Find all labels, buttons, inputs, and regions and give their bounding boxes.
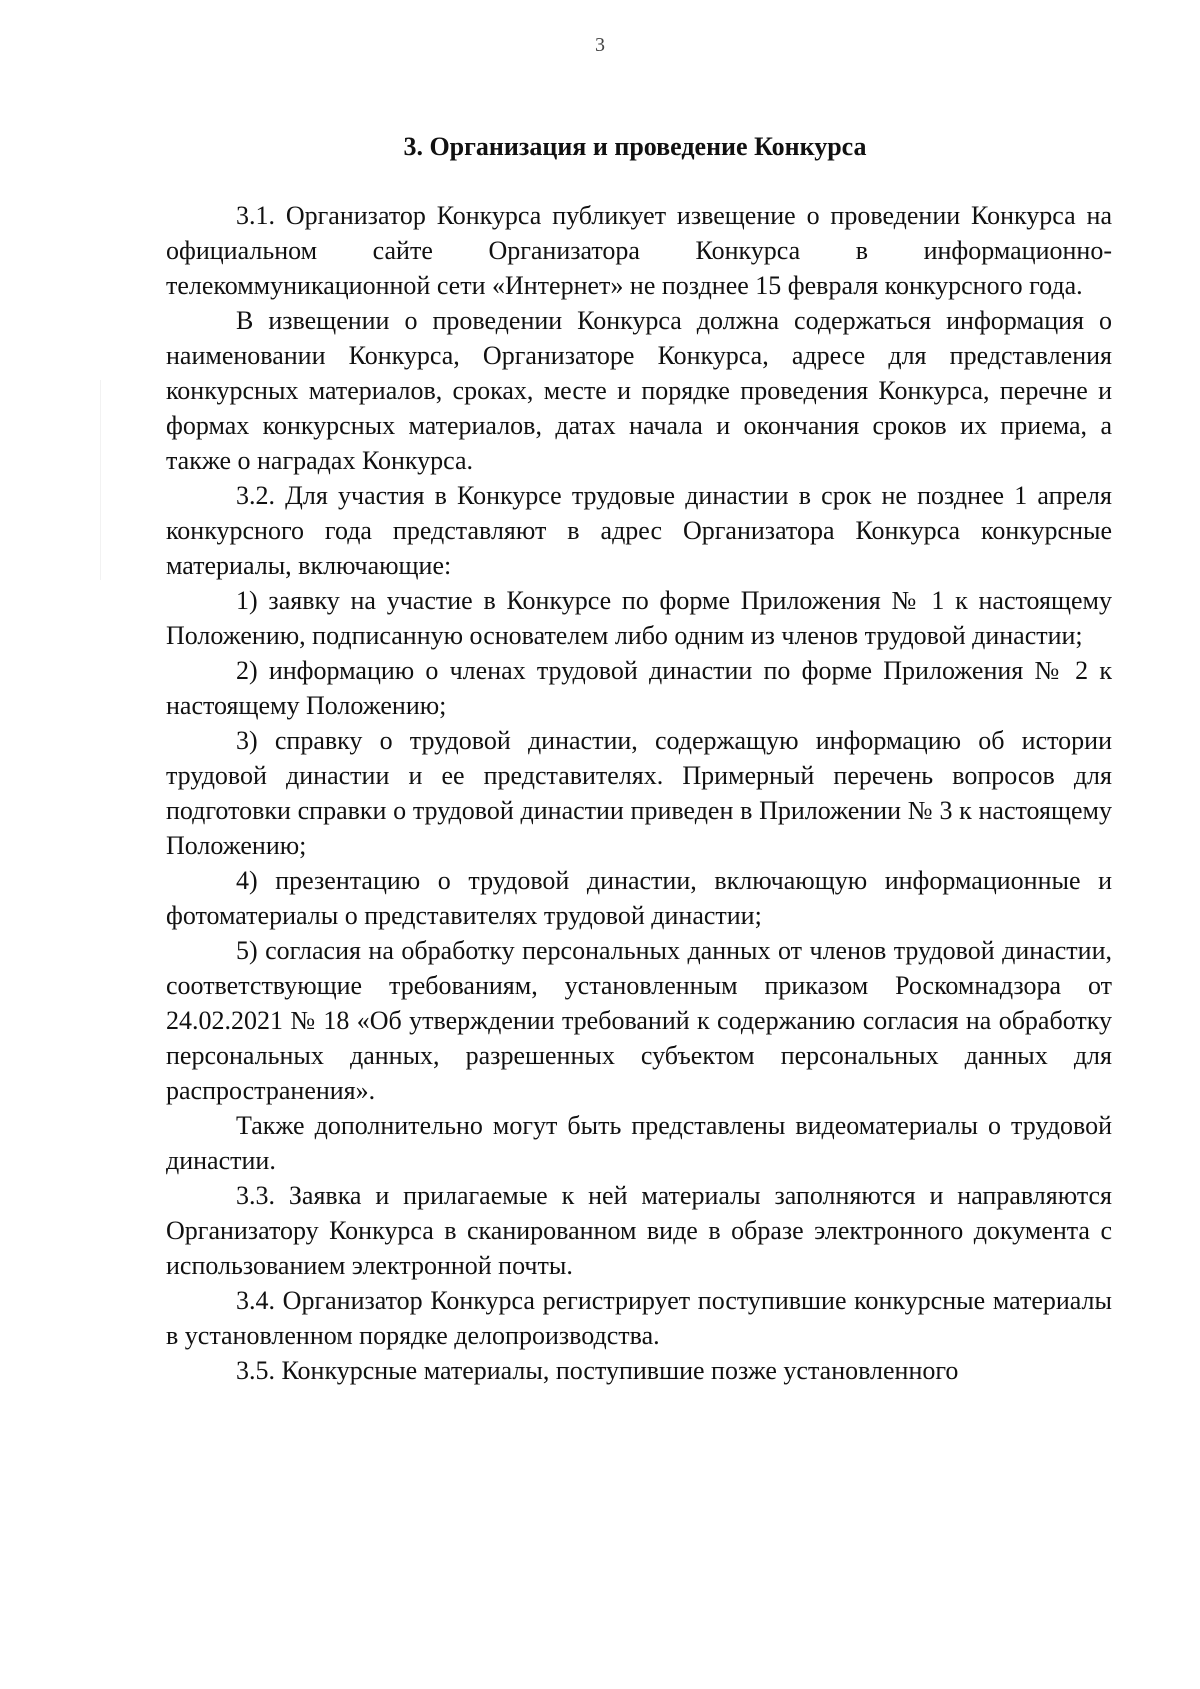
paragraph-video-materials: Также дополнительно могут быть представлены видеоматериалы о трудовой династии. <box>166 1111 1112 1175</box>
list-item-1: 1) заявку на участие в Конкурсе по форме Приложения № 1 к настоящему Положению, подписанную основателем либо одним из членов трудовой династии; <box>166 586 1112 650</box>
document-body <box>166 198 1112 1388</box>
list-item-2: 2) информацию о членах трудовой династии по форме Приложения № 2 к настоящему Положению; <box>166 656 1112 720</box>
paragraph-notice-contents: В извещении о проведении Конкурса должна содержаться информация о наименовании Конкурса, Организаторе Конкурса, адресе для представления конкурсных материалов, сроках, месте и порядке проведения Конкурса, перечне и формах конкурсных материалов, датах начала и окончания сроков их приема, а также о наградах Конкурса. <box>166 306 1112 475</box>
paragraph-3-4: 3.4. Организатор Конкурса регистрирует поступившие конкурсные материалы в установленном порядке делопроизводства. <box>166 1286 1112 1350</box>
scan-artifact <box>100 380 101 580</box>
list-item-4: 4) презентацию о трудовой династии, включающую информационные и фотоматериалы о представителях трудовой династии; <box>166 866 1112 930</box>
paragraph-3-3: 3.3. Заявка и прилагаемые к ней материалы заполняются и направляются Организатору Конкурса в сканированном виде в образе электронного документа с использованием электронной почты. <box>166 1181 1112 1280</box>
list-item-3: 3) справку о трудовой династии, содержащую информацию об истории трудовой династии и ее представителях. Примерный перечень вопросов для подготовки справки о трудовой династии приведен в Приложении № 3 к настоящему Положению; <box>166 726 1112 860</box>
paragraph-3-1: 3.1. Организатор Конкурса публикует извещение о проведении Конкурса на официальном сайте Организатора Конкурса в информационно-телекоммуникационной сети «Интернет» не позднее 15 февраля конкурсного года. <box>166 201 1112 300</box>
paragraph-3-2: 3.2. Для участия в Конкурсе трудовые династии в срок не позднее 1 апреля конкурсного года представляют в адрес Организатора Конкурса конкурсные материалы, включающие: <box>166 481 1112 580</box>
section-heading: 3. Организация и проведение Конкурса <box>403 132 867 161</box>
page-number: 3 <box>595 34 605 56</box>
paragraph-3-5: 3.5. Конкурсные материалы, поступившие позже установленного <box>236 1356 959 1385</box>
list-item-5: 5) согласия на обработку персональных данных от членов трудовой династии, соответствующие требованиям, установленным приказом Роскомнадзора от 24.02.2021 № 18 «Об утверждении требований к содержанию согласия на обработку персональных данных, разрешенных субъектом персональных данных для распространения». <box>166 936 1112 1105</box>
